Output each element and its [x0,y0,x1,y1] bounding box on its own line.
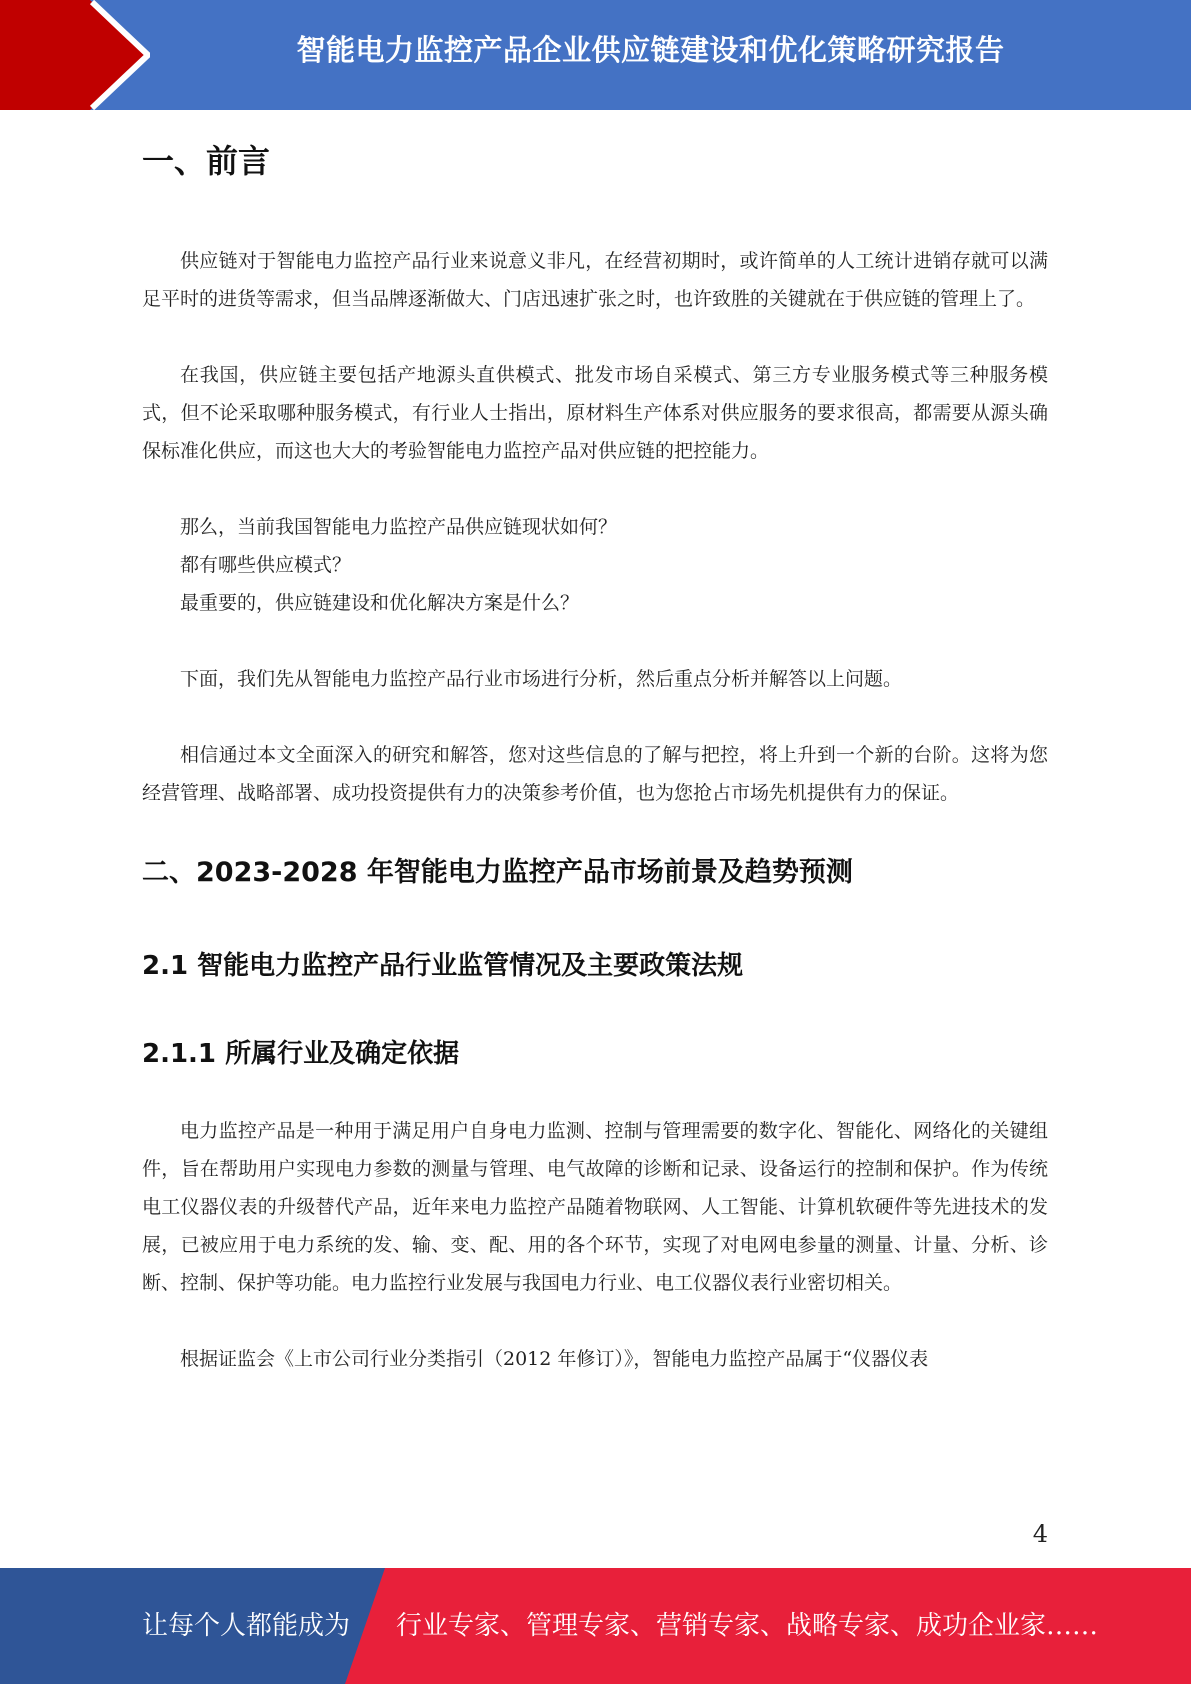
header-red-arrow [0,0,150,110]
paragraph: 相信通过本文全面深入的研究和解答，您对这些信息的了解与把控，将上升到一个新的台阶。这将为您经营管理、战略部署、成功投资提供有力的决策参考价值，也为您抢占市场先机提供有力的保证。 [142,744,1048,804]
question-line: 都有哪些供应模式？ [180,554,352,576]
paragraph: 根据证监会《上市公司行业分类指引（2012 年修订）》，智能电力监控产品属于“仪器仪表 [180,1348,929,1370]
section-heading-preface: 一、前言 [142,142,271,180]
paragraph: 电力监控产品是一种用于满足用户自身电力监测、控制与管理需要的数字化、智能化、网络化的关键组件，旨在帮助用户实现电力参数的测量与管理、电气故障的诊断和记录、设备运行的控制和保护。作为传统电工仪器仪表的升级替代产品，近年来电力监控产品随着物联网、人工智能、计算机软硬件等先进技术的发展，已被应用于电力系统的发、输、变、配、用的各个环节，实现了对电网电参量的测量、计量、分析、诊断、控制、保护等功能。电力监控行业发展与我国电力行业、电工仪器仪表行业密切相关。 [142,1120,1048,1294]
paragraph: 在我国，供应链主要包括产地源头直供模式、批发市场自采模式、第三方专业服务模式等三种服务模式，但不论采取哪种服务模式，有行业人士指出，原材料生产体系对供应服务的要求很高，都需要从源头确保标准化供应，而这也大大的考验智能电力监控产品对供应链的把控能力。 [142,364,1048,462]
header-banner [0,0,1191,110]
paragraph: 供应链对于智能电力监控产品行业来说意义非凡，在经营初期时，或许简单的人工统计进销存就可以满足平时的进货等需求，但当品牌逐渐做大、门店迅速扩张之时，也许致胜的关键就在于供应链的管理上了。 [142,250,1048,310]
question-line: 那么，当前我国智能电力监控产品供应链现状如何？ [180,516,618,538]
document-body [142,132,1048,1378]
footer-slogan-right: 行业专家、管理专家、营销专家、战略专家、成功企业家…… [396,1611,1099,1641]
subsubsection-heading: 2.1.1 所属行业及确定依据 [142,1039,460,1069]
page-number: 4 [1032,1520,1048,1548]
footer-banner [0,1568,1191,1684]
footer-slogan-left: 让每个人都能成为 [142,1611,351,1641]
report-title: 智能电力监控产品企业供应链建设和优化策略研究报告 [296,33,1005,67]
paragraph: 下面，我们先从智能电力监控产品行业市场进行分析，然后重点分析并解答以上问题。 [180,668,903,690]
subsection-heading: 2.1 智能电力监控产品行业监管情况及主要政策法规 [142,951,744,981]
question-line: 最重要的，供应链建设和优化解决方案是什么？ [180,592,580,614]
section-heading-forecast: 二、2023-2028 年智能电力监控产品市场前景及趋势预测 [142,857,853,888]
